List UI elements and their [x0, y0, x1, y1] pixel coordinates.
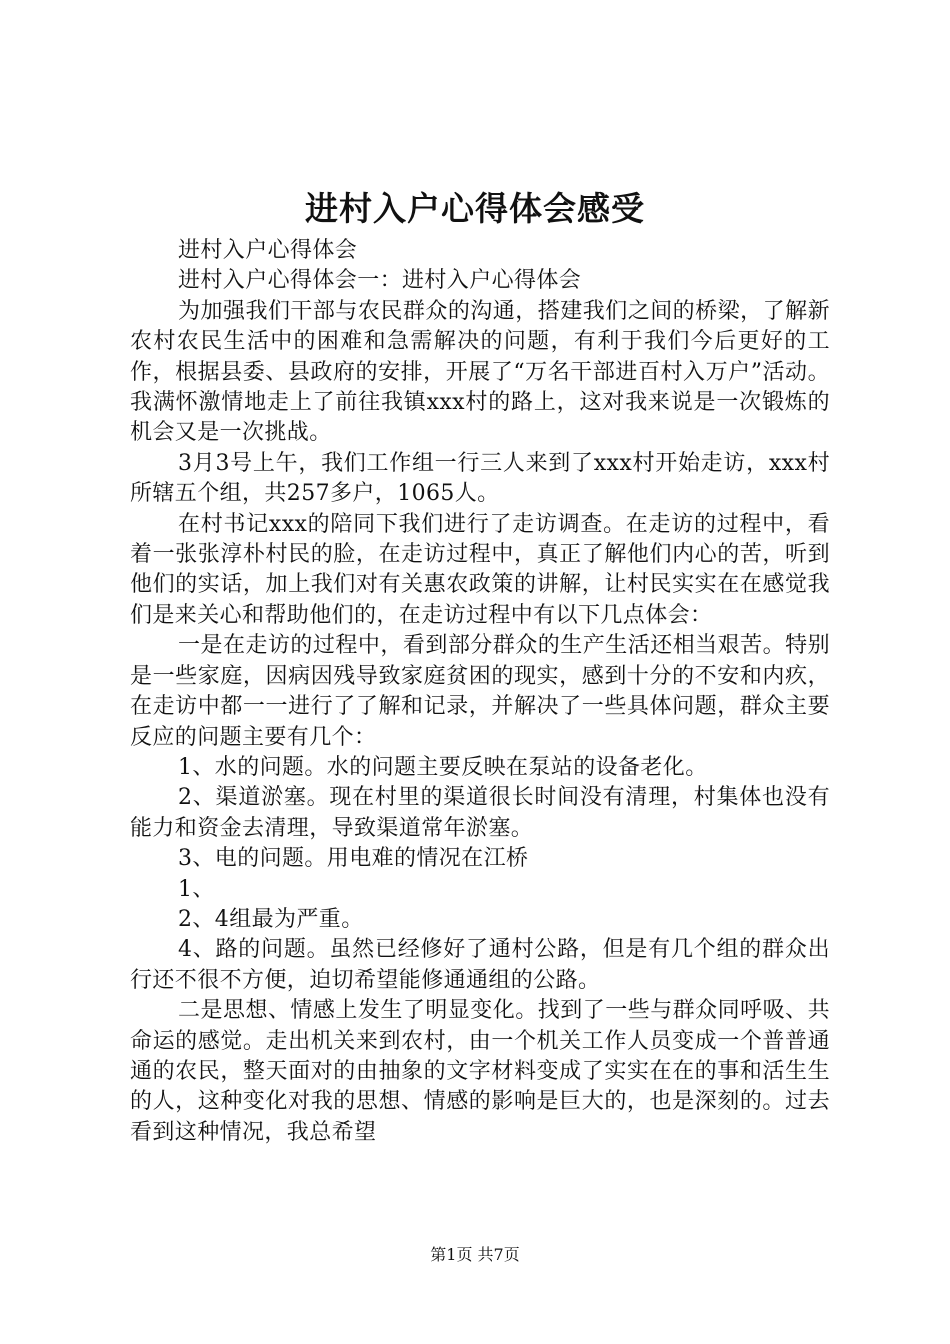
paragraph-9: 3、电的问题。用电难的情况在江桥 — [178, 846, 529, 872]
document-body — [130, 236, 830, 1148]
paragraph-3: 为加强我们干部与农民群众的沟通，搭建我们之间的桥梁，了解新农村农民生活中的困难和急需解决的问题，有利于我们今后更好的工作，根据县委、县政府的安排，开展了“万名干部进百村入万户”活动。我满怀激情地走上了前往我镇xxx村的路上，这对我来说是一次锻炼的机会又是一次挑战。 — [130, 298, 830, 446]
paragraph-5: 在村书记xxx的陪同下我们进行了走访调查。在走访的过程中，看着一张张淳朴村民的脸，在走访过程中，真正了解他们内心的苦，听到他们的实话，加上我们对有关惠农政策的讲解，让村民实实在在感觉我们是来关心和帮助他们的，在走访过程中有以下几点体会： — [130, 511, 830, 628]
paragraph-11: 2、4组最为严重。 — [178, 906, 364, 932]
paragraph-1: 进村入户心得体会 — [178, 238, 358, 263]
paragraph-2: 进村入户心得体会一：进村入户心得体会 — [178, 268, 582, 294]
paragraph-4: 3月3号上午，我们工作组一行三人来到了xxx村开始走访，xxx村所辖五个组，共257多户，1065人。 — [130, 450, 830, 507]
paragraph-12: 4、路的问题。虽然已经修好了通村公路，但是有几个组的群众出行还不很不方便，迫切希望能修通通组的公路。 — [130, 937, 830, 993]
paragraph-7: 1、水的问题。水的问题主要反映在泵站的设备老化。 — [178, 754, 708, 780]
document-title: 进村入户心得体会感受 — [305, 189, 645, 228]
paragraph-8: 2、渠道淤塞。现在村里的渠道很长时间没有清理，村集体也没有能力和资金去清理，导致渠道常年淤塞。 — [130, 785, 830, 841]
paragraph-13: 二是思想、情感上发生了明显变化。找到了一些与群众同呼吸、共命运的感觉。走出机关来到农村，由一个机关工作人员变成一个普普通通的农民，整天面对的由抽象的文字材料变成了实实在在的事和活生生的人，这种变化对我的思想、情感的影响是巨大的，也是深刻的。过去看到这种情况，我总希望 — [130, 998, 830, 1145]
paragraph-10: 1、 — [178, 876, 215, 902]
page-footer: 第1页 共7页 — [430, 1245, 520, 1264]
paragraph-6: 一是在走访的过程中，看到部分群众的生产生活还相当艰苦。特别是一些家庭，因病因残导致家庭贫困的现实，感到十分的不安和内疚，在走访中都一一进行了了解和记录，并解决了一些具体问题，群众主要反应的问题主要有几个： — [130, 633, 830, 750]
